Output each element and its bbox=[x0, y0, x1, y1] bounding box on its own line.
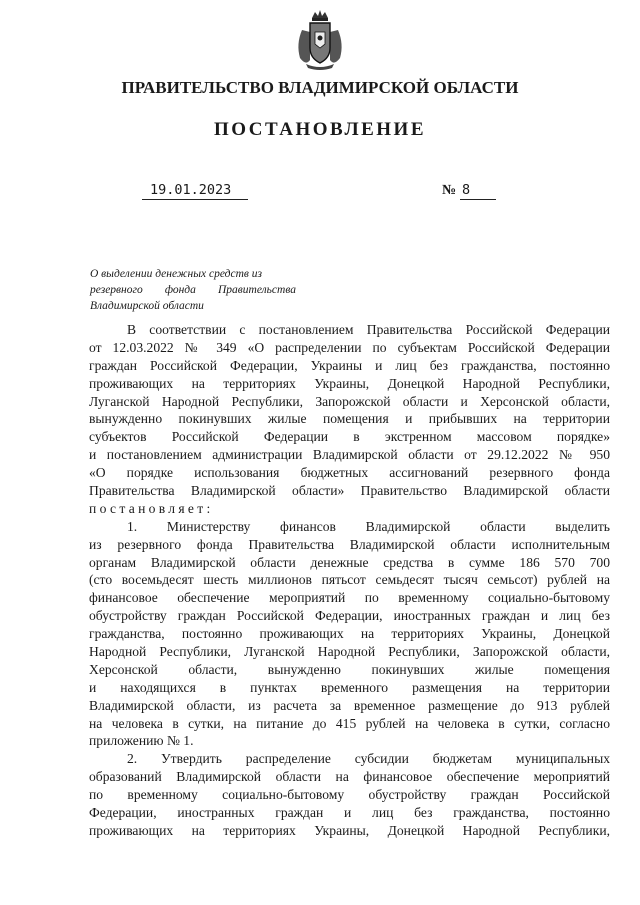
coat-of-arms-icon bbox=[288, 8, 352, 72]
body-line: обустройству граждан Российской Федерации, иностранных граждан и лиц без bbox=[89, 608, 610, 624]
subject-line: резервного фонда Правительства bbox=[90, 284, 296, 296]
body-line-resolve: постановляет: bbox=[89, 500, 214, 516]
body-line: В соответствии с постановлением Правительства Российской Федерации bbox=[127, 322, 610, 337]
document-title: ПОСТАНОВЛЕНИЕ bbox=[213, 119, 427, 140]
document-date: 19.01.2023 bbox=[142, 182, 248, 200]
body-line: субъектов Российской Федерации в экстренном массовом порядке» bbox=[89, 429, 610, 445]
body-line: органам Владимирской области денежные средства в сумме 186 570 700 bbox=[89, 554, 610, 570]
body-line: финансовое обеспечение мероприятий по временному социально-бытовому bbox=[89, 590, 610, 606]
body-line: Федерации, иностранных граждан и лиц без гражданства, постоянно bbox=[89, 805, 610, 821]
body-line: Луганской Народной Республики, Запорожской области и Херсонской области, bbox=[89, 393, 610, 409]
subject-line: Владимирской области bbox=[90, 300, 204, 312]
body-line: гражданства, постоянно проживающих на территориях Украины, Донецкой bbox=[89, 626, 610, 642]
body-line: 1. Министерству финансов Владимирской области выделить bbox=[127, 518, 610, 534]
body-line: вынужденно покинувших жилые помещения и прибывших на территории bbox=[89, 411, 610, 427]
number-label: № bbox=[442, 183, 457, 198]
body-line: проживающих на территориях Украины, Донецкой Народной Республики, bbox=[89, 375, 610, 391]
body-line: по временному социально-бытовому обустройству граждан Российской bbox=[89, 787, 610, 803]
body-line: приложению № 1. bbox=[89, 733, 194, 749]
body-line: Херсонской области, вынужденно покинувших жилые помещения bbox=[89, 661, 610, 677]
body-line: граждан Российской Федерации, Украины и лиц без гражданства, постоянно bbox=[89, 357, 610, 373]
body-line: и находящихся в пунктах временного размещения на территории bbox=[89, 679, 610, 695]
body-line: от 12.03.2022 № 349 «О распределении по субъектам Российской Федерации bbox=[89, 339, 610, 355]
body-line: на человека в сутки, на питание до 415 рублей на человека в сутки, согласно bbox=[89, 715, 610, 731]
body-line: из резервного фонда Правительства Владимирской области исполнительным bbox=[89, 536, 610, 552]
body-line: проживающих на территориях Украины, Донецкой Народной Республики, bbox=[89, 822, 610, 838]
body-line: Правительства Владимирской области» Правительство Владимирской области bbox=[89, 483, 610, 499]
body-line: 2. Утвердить распределение субсидии бюджетам муниципальных bbox=[127, 751, 610, 767]
body-line: «О порядке использования бюджетных ассигнований резервного фонда bbox=[89, 465, 610, 481]
document-body bbox=[89, 321, 610, 840]
body-line: (сто восемьдесят шесть миллионов пятьсот семьдесят тысяч семьсот) рублей на bbox=[89, 572, 610, 588]
body-line: образований Владимирской области на финансовое обеспечение мероприятий bbox=[89, 769, 610, 785]
body-line: Владимирской области, из расчета за временное размещение до 913 рублей bbox=[89, 697, 610, 713]
document-number: 8 bbox=[460, 182, 496, 200]
body-line: Народной Республики, Луганской Народной Республики, Запорожской области, bbox=[89, 644, 610, 660]
body-line: и постановлением администрации Владимирской области от 29.12.2022 № 950 bbox=[89, 447, 610, 463]
document-subject bbox=[90, 266, 310, 314]
government-name: ПРАВИТЕЛЬСТВО ВЛАДИМИРСКОЙ ОБЛАСТИ bbox=[121, 78, 519, 97]
subject-line: О выделении денежных средств из bbox=[90, 268, 262, 280]
